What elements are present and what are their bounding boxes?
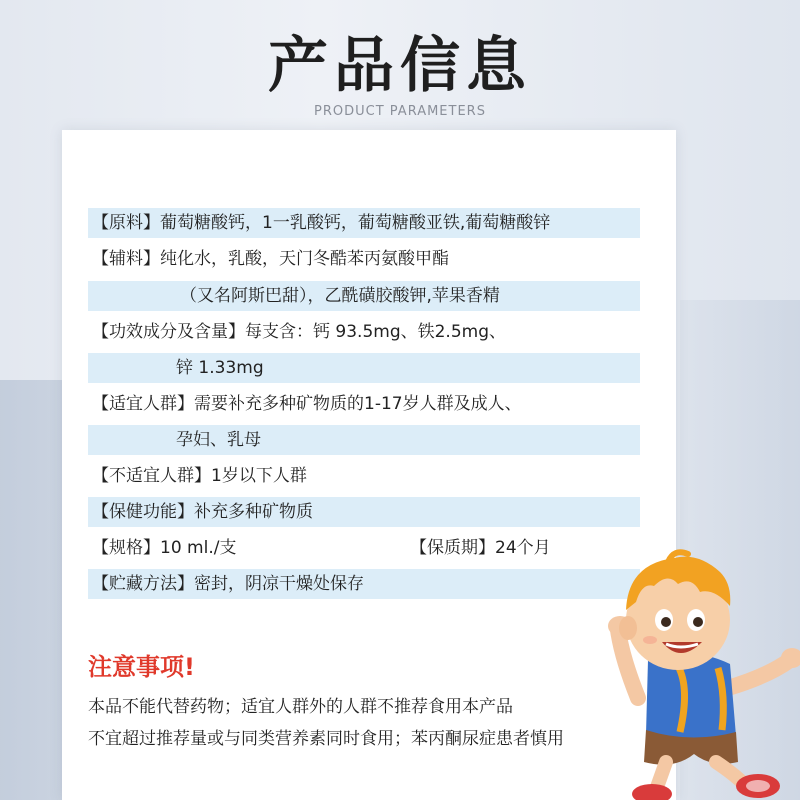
info-row-text: 【功效成分及含量】每支含：钙 93.5mg、铁2.5mg、 [92, 322, 506, 342]
info-row-functional-content-cont [88, 353, 640, 383]
page-title: 产品信息 [268, 31, 532, 101]
info-row-functional-content [88, 317, 640, 347]
info-row-ingredients [88, 208, 640, 238]
info-row-text: 【适宜人群】需要补充多种矿物质的1-17岁人群及成人、 [92, 394, 522, 414]
page-subtitle: PRODUCT PARAMETERS [314, 104, 486, 119]
info-row-text: （又名阿斯巴甜），乙酰磺胶酸钾,苹果香精 [180, 286, 500, 306]
info-row-text: 【不适宜人群】1岁以下人群 [92, 466, 307, 486]
cartoon-boy-illustration [608, 548, 800, 800]
info-row-text: 【贮藏方法】密封，阴凉干燥处保存 [92, 574, 364, 594]
info-row-suitable-people [88, 389, 640, 419]
info-row-spec: 【规格】10 ml./支 [92, 538, 237, 558]
info-row-text: 孕妇、乳母 [176, 430, 261, 450]
notice-line: 本品不能代替药物；适宜人群外的人群不推荐食用本产品 [88, 697, 513, 717]
info-row-excipients [88, 244, 640, 274]
info-row-unsuitable-people [88, 461, 640, 491]
info-row-health-function [88, 497, 640, 527]
info-row-suitable-people-cont [88, 425, 640, 455]
info-row-spec-shelf-life [88, 533, 640, 563]
info-row-shelf-life: 【保质期】24个月 [410, 538, 551, 558]
info-row-text: 【保健功能】补充多种矿物质 [92, 502, 313, 522]
info-row-text: 【原料】葡萄糖酸钙，1一乳酸钙，葡萄糖酸亚铁,葡萄糖酸锌 [92, 213, 551, 233]
info-row-text: 【辅料】纯化水，乳酸，天门冬酷苯丙氨酸甲酯 [92, 249, 449, 269]
notice-line: 不宜超过推荐量或与同类营养素同时食用；苯丙酮尿症患者慎用 [88, 729, 564, 749]
info-row-text: 锌 1.33mg [176, 358, 264, 378]
info-row-excipients-cont [88, 281, 640, 311]
notice-title: 注意事项! [88, 653, 195, 681]
info-row-storage [88, 569, 640, 599]
